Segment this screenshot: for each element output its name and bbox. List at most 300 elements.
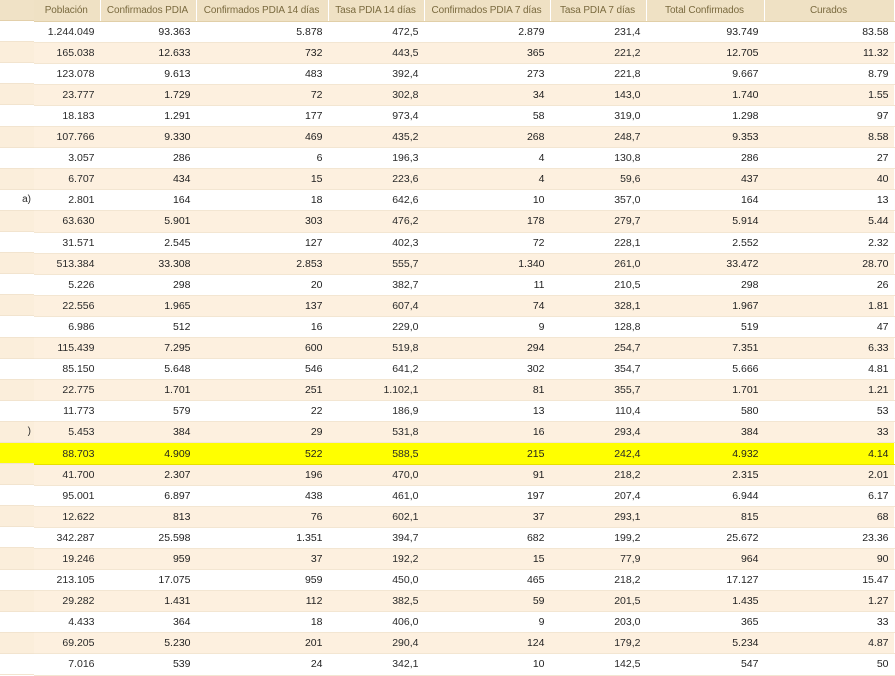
table-cell[interactable]: 4.433 xyxy=(34,612,100,633)
table-cell[interactable]: 539 xyxy=(100,654,196,675)
table-cell[interactable]: 1.21 xyxy=(764,380,894,401)
table-row[interactable] xyxy=(34,232,894,253)
table-cell[interactable]: 25.672 xyxy=(646,527,764,548)
row-label[interactable] xyxy=(0,443,34,464)
column-header-curados[interactable]: Curados xyxy=(764,0,894,21)
table-cell[interactable]: 682 xyxy=(424,527,550,548)
table-cell[interactable]: 201,5 xyxy=(550,591,646,612)
table-cell[interactable]: 319,0 xyxy=(550,105,646,126)
table-cell[interactable]: 813 xyxy=(100,506,196,527)
table-row[interactable] xyxy=(34,253,894,274)
table-cell[interactable]: 1.102,1 xyxy=(328,380,424,401)
table-cell[interactable]: 59 xyxy=(424,591,550,612)
table-cell[interactable]: 469 xyxy=(196,127,328,148)
table-cell[interactable]: 8.58 xyxy=(764,127,894,148)
table-cell[interactable]: 4.14 xyxy=(764,443,894,464)
row-label[interactable] xyxy=(0,211,34,232)
row-label[interactable] xyxy=(0,380,34,401)
table-cell[interactable]: 5.230 xyxy=(100,633,196,654)
table-cell[interactable]: 26 xyxy=(764,274,894,295)
table-cell[interactable]: 279,7 xyxy=(550,211,646,232)
table-cell[interactable]: 286 xyxy=(100,148,196,169)
sheet-scroll-region[interactable] xyxy=(34,0,889,671)
table-cell[interactable]: 127 xyxy=(196,232,328,253)
table-cell[interactable]: 16 xyxy=(424,422,550,443)
table-cell[interactable]: 18.183 xyxy=(34,105,100,126)
table-cell[interactable]: 6.897 xyxy=(100,485,196,506)
table-cell[interactable]: 6 xyxy=(196,148,328,169)
table-cell[interactable]: 354,7 xyxy=(550,359,646,380)
table-cell[interactable]: 519 xyxy=(646,316,764,337)
table-cell[interactable]: 1.27 xyxy=(764,591,894,612)
table-row[interactable] xyxy=(34,422,894,443)
table-cell[interactable]: 6.986 xyxy=(34,316,100,337)
column-header-confirmados-pdia-7-dias[interactable]: Confirmados PDIA 7 días xyxy=(424,0,550,21)
table-cell[interactable]: 1.701 xyxy=(100,380,196,401)
table-cell[interactable]: 293,4 xyxy=(550,422,646,443)
table-cell[interactable]: 11 xyxy=(424,274,550,295)
table-cell[interactable]: 28.70 xyxy=(764,253,894,274)
table-cell[interactable]: 5.453 xyxy=(34,422,100,443)
table-cell[interactable]: 302,8 xyxy=(328,84,424,105)
table-cell[interactable]: 1.729 xyxy=(100,84,196,105)
table-cell[interactable]: 81 xyxy=(424,380,550,401)
row-label[interactable] xyxy=(0,401,34,422)
table-cell[interactable]: 5.648 xyxy=(100,359,196,380)
table-cell[interactable]: 242,4 xyxy=(550,443,646,464)
row-label[interactable]: ) xyxy=(0,422,34,443)
row-label[interactable] xyxy=(0,654,34,675)
table-cell[interactable]: 461,0 xyxy=(328,485,424,506)
table-cell[interactable]: 470,0 xyxy=(328,464,424,485)
table-cell[interactable]: 15.47 xyxy=(764,570,894,591)
table-cell[interactable]: 110,4 xyxy=(550,401,646,422)
table-cell[interactable]: 254,7 xyxy=(550,338,646,359)
table-cell[interactable]: 12.622 xyxy=(34,506,100,527)
table-cell[interactable]: 959 xyxy=(196,570,328,591)
table-cell[interactable]: 450,0 xyxy=(328,570,424,591)
row-label[interactable] xyxy=(0,464,34,485)
table-cell[interactable]: 23.777 xyxy=(34,84,100,105)
table-cell[interactable]: 24 xyxy=(196,654,328,675)
table-row[interactable] xyxy=(34,654,894,675)
table-cell[interactable]: 22.556 xyxy=(34,295,100,316)
table-cell[interactable]: 207,4 xyxy=(550,485,646,506)
table-cell[interactable]: 29 xyxy=(196,422,328,443)
table-cell[interactable]: 7.351 xyxy=(646,338,764,359)
table-cell[interactable]: 77,9 xyxy=(550,548,646,569)
table-cell[interactable]: 210,5 xyxy=(550,274,646,295)
table-cell[interactable]: 1.701 xyxy=(646,380,764,401)
table-cell[interactable]: 2.307 xyxy=(100,464,196,485)
table-cell[interactable]: 115.439 xyxy=(34,338,100,359)
table-cell[interactable]: 4.81 xyxy=(764,359,894,380)
table-cell[interactable]: 435,2 xyxy=(328,127,424,148)
table-cell[interactable]: 215 xyxy=(424,443,550,464)
table-cell[interactable]: 177 xyxy=(196,105,328,126)
table-cell[interactable]: 192,2 xyxy=(328,548,424,569)
table-row[interactable] xyxy=(34,42,894,63)
table-cell[interactable]: 6.33 xyxy=(764,338,894,359)
table-cell[interactable]: 142,5 xyxy=(550,654,646,675)
table-cell[interactable]: 9.613 xyxy=(100,63,196,84)
table-cell[interactable]: 547 xyxy=(646,654,764,675)
table-cell[interactable]: 641,2 xyxy=(328,359,424,380)
table-cell[interactable]: 2.552 xyxy=(646,232,764,253)
table-cell[interactable]: 218,2 xyxy=(550,464,646,485)
table-cell[interactable]: 465 xyxy=(424,570,550,591)
row-label[interactable] xyxy=(0,274,34,295)
table-cell[interactable]: 196 xyxy=(196,464,328,485)
table-cell[interactable]: 128,8 xyxy=(550,316,646,337)
table-cell[interactable]: 472,5 xyxy=(328,21,424,42)
table-cell[interactable]: 90 xyxy=(764,548,894,569)
table-cell[interactable]: 519,8 xyxy=(328,338,424,359)
table-cell[interactable]: 25.598 xyxy=(100,527,196,548)
table-cell[interactable]: 22.775 xyxy=(34,380,100,401)
table-cell[interactable]: 18 xyxy=(196,190,328,211)
table-cell[interactable]: 555,7 xyxy=(328,253,424,274)
table-cell[interactable]: 15 xyxy=(196,169,328,190)
table-row[interactable] xyxy=(34,63,894,84)
table-cell[interactable]: 74 xyxy=(424,295,550,316)
table-cell[interactable]: 7.295 xyxy=(100,338,196,359)
table-cell[interactable]: 5.914 xyxy=(646,211,764,232)
table-cell[interactable]: 33.308 xyxy=(100,253,196,274)
table-cell[interactable]: 483 xyxy=(196,63,328,84)
table-cell[interactable]: 261,0 xyxy=(550,253,646,274)
table-cell[interactable]: 29.282 xyxy=(34,591,100,612)
table-cell[interactable]: 273 xyxy=(424,63,550,84)
row-label[interactable] xyxy=(0,591,34,612)
table-cell[interactable]: 384 xyxy=(646,422,764,443)
table-row[interactable] xyxy=(34,295,894,316)
table-cell[interactable]: 221,8 xyxy=(550,63,646,84)
table-row[interactable] xyxy=(34,190,894,211)
table-cell[interactable]: 5.234 xyxy=(646,633,764,654)
table-cell[interactable]: 294 xyxy=(424,338,550,359)
table-cell[interactable]: 1.740 xyxy=(646,84,764,105)
table-cell[interactable]: 31.571 xyxy=(34,232,100,253)
table-cell[interactable]: 34 xyxy=(424,84,550,105)
table-cell[interactable]: 9 xyxy=(424,316,550,337)
row-label[interactable] xyxy=(0,359,34,380)
table-cell[interactable]: 164 xyxy=(646,190,764,211)
table-cell[interactable]: 20 xyxy=(196,274,328,295)
row-label[interactable] xyxy=(0,612,34,633)
table-cell[interactable]: 251 xyxy=(196,380,328,401)
table-cell[interactable]: 203,0 xyxy=(550,612,646,633)
table-cell[interactable]: 97 xyxy=(764,105,894,126)
table-cell[interactable]: 95.001 xyxy=(34,485,100,506)
table-cell[interactable]: 600 xyxy=(196,338,328,359)
table-cell[interactable]: 197 xyxy=(424,485,550,506)
table-cell[interactable]: 47 xyxy=(764,316,894,337)
table-row[interactable] xyxy=(34,591,894,612)
table-cell[interactable]: 546 xyxy=(196,359,328,380)
table-cell[interactable]: 365 xyxy=(424,42,550,63)
table-cell[interactable]: 303 xyxy=(196,211,328,232)
table-cell[interactable]: 293,1 xyxy=(550,506,646,527)
table-cell[interactable]: 5.901 xyxy=(100,211,196,232)
table-cell[interactable]: 7.016 xyxy=(34,654,100,675)
column-header-total-confirmados[interactable]: Total Confirmados xyxy=(646,0,764,21)
table-row[interactable] xyxy=(34,612,894,633)
table-cell[interactable]: 59,6 xyxy=(550,169,646,190)
table-row[interactable] xyxy=(34,380,894,401)
column-header-tasa-pdia-7-dias[interactable]: Tasa PDIA 7 días xyxy=(550,0,646,21)
table-cell[interactable]: 2.315 xyxy=(646,464,764,485)
column-header-tasa-pdia-14-dias[interactable]: Tasa PDIA 14 días xyxy=(328,0,424,21)
table-cell[interactable]: 973,4 xyxy=(328,105,424,126)
table-cell[interactable]: 406,0 xyxy=(328,612,424,633)
table-cell[interactable]: 1.435 xyxy=(646,591,764,612)
table-cell[interactable]: 286 xyxy=(646,148,764,169)
table-cell[interactable]: 580 xyxy=(646,401,764,422)
row-label[interactable] xyxy=(0,295,34,316)
table-cell[interactable]: 298 xyxy=(646,274,764,295)
row-label[interactable] xyxy=(0,105,34,126)
row-label[interactable] xyxy=(0,338,34,359)
table-row[interactable] xyxy=(34,570,894,591)
table-cell[interactable]: 72 xyxy=(196,84,328,105)
table-cell[interactable]: 85.150 xyxy=(34,359,100,380)
table-cell[interactable]: 2.879 xyxy=(424,21,550,42)
table-cell[interactable]: 328,1 xyxy=(550,295,646,316)
table-cell[interactable]: 364 xyxy=(100,612,196,633)
table-cell[interactable]: 41.700 xyxy=(34,464,100,485)
table-cell[interactable]: 8.79 xyxy=(764,63,894,84)
table-cell[interactable]: 402,3 xyxy=(328,232,424,253)
table-row[interactable] xyxy=(34,21,894,42)
table-cell[interactable]: 37 xyxy=(424,506,550,527)
table-cell[interactable]: 4 xyxy=(424,169,550,190)
table-row[interactable] xyxy=(34,548,894,569)
table-row[interactable] xyxy=(34,127,894,148)
table-row[interactable] xyxy=(34,84,894,105)
row-label[interactable] xyxy=(0,548,34,569)
table-cell[interactable]: 10 xyxy=(424,654,550,675)
table-cell[interactable]: 37 xyxy=(196,548,328,569)
table-cell[interactable]: 179,2 xyxy=(550,633,646,654)
table-row[interactable] xyxy=(34,443,894,464)
table-cell[interactable]: 9.353 xyxy=(646,127,764,148)
table-cell[interactable]: 268 xyxy=(424,127,550,148)
table-cell[interactable]: 437 xyxy=(646,169,764,190)
table-cell[interactable]: 3.057 xyxy=(34,148,100,169)
table-cell[interactable]: 223,6 xyxy=(328,169,424,190)
row-label[interactable] xyxy=(0,485,34,506)
table-cell[interactable]: 68 xyxy=(764,506,894,527)
table-cell[interactable]: 365 xyxy=(646,612,764,633)
table-row[interactable] xyxy=(34,359,894,380)
table-cell[interactable]: 53 xyxy=(764,401,894,422)
table-cell[interactable]: 130,8 xyxy=(550,148,646,169)
table-cell[interactable]: 964 xyxy=(646,548,764,569)
table-cell[interactable]: 1.81 xyxy=(764,295,894,316)
table-cell[interactable]: 1.244.049 xyxy=(34,21,100,42)
table-cell[interactable]: 522 xyxy=(196,443,328,464)
table-cell[interactable]: 9.330 xyxy=(100,127,196,148)
table-cell[interactable]: 63.630 xyxy=(34,211,100,232)
table-row[interactable] xyxy=(34,211,894,232)
table-cell[interactable]: 607,4 xyxy=(328,295,424,316)
table-cell[interactable]: 12.633 xyxy=(100,42,196,63)
table-cell[interactable]: 58 xyxy=(424,105,550,126)
table-cell[interactable]: 27 xyxy=(764,148,894,169)
table-cell[interactable]: 112 xyxy=(196,591,328,612)
table-cell[interactable]: 33.472 xyxy=(646,253,764,274)
table-cell[interactable]: 4 xyxy=(424,148,550,169)
table-cell[interactable]: 2.801 xyxy=(34,190,100,211)
table-cell[interactable]: 5.666 xyxy=(646,359,764,380)
table-cell[interactable]: 40 xyxy=(764,169,894,190)
table-row[interactable] xyxy=(34,401,894,422)
table-cell[interactable]: 178 xyxy=(424,211,550,232)
table-cell[interactable]: 384 xyxy=(100,422,196,443)
table-cell[interactable]: 342.287 xyxy=(34,527,100,548)
table-row[interactable] xyxy=(34,169,894,190)
table-row[interactable] xyxy=(34,527,894,548)
table-cell[interactable]: 5.226 xyxy=(34,274,100,295)
table-cell[interactable]: 22 xyxy=(196,401,328,422)
table-cell[interactable]: 12.705 xyxy=(646,42,764,63)
table-cell[interactable]: 5.44 xyxy=(764,211,894,232)
table-cell[interactable]: 229,0 xyxy=(328,316,424,337)
table-cell[interactable]: 248,7 xyxy=(550,127,646,148)
table-cell[interactable]: 394,7 xyxy=(328,527,424,548)
table-cell[interactable]: 231,4 xyxy=(550,21,646,42)
table-cell[interactable]: 342,1 xyxy=(328,654,424,675)
table-cell[interactable]: 11.32 xyxy=(764,42,894,63)
table-cell[interactable]: 11.773 xyxy=(34,401,100,422)
table-cell[interactable]: 6.944 xyxy=(646,485,764,506)
table-row[interactable] xyxy=(34,485,894,506)
table-cell[interactable]: 17.127 xyxy=(646,570,764,591)
table-cell[interactable]: 186,9 xyxy=(328,401,424,422)
table-cell[interactable]: 33 xyxy=(764,422,894,443)
table-cell[interactable]: 15 xyxy=(424,548,550,569)
table-cell[interactable]: 512 xyxy=(100,316,196,337)
table-cell[interactable]: 107.766 xyxy=(34,127,100,148)
table-row[interactable] xyxy=(34,464,894,485)
table-cell[interactable]: 382,5 xyxy=(328,591,424,612)
table-cell[interactable]: 382,7 xyxy=(328,274,424,295)
table-cell[interactable]: 4.932 xyxy=(646,443,764,464)
table-cell[interactable]: 196,3 xyxy=(328,148,424,169)
table-cell[interactable]: 438 xyxy=(196,485,328,506)
table-cell[interactable]: 18 xyxy=(196,612,328,633)
table-cell[interactable]: 221,2 xyxy=(550,42,646,63)
column-header-confirmados-pdia-14-dias[interactable]: Confirmados PDIA 14 días xyxy=(196,0,328,21)
row-label[interactable] xyxy=(0,84,34,105)
table-cell[interactable]: 588,5 xyxy=(328,443,424,464)
table-cell[interactable]: 143,0 xyxy=(550,84,646,105)
table-cell[interactable]: 302 xyxy=(424,359,550,380)
table-cell[interactable]: 123.078 xyxy=(34,63,100,84)
table-cell[interactable]: 19.246 xyxy=(34,548,100,569)
table-cell[interactable]: 476,2 xyxy=(328,211,424,232)
table-cell[interactable]: 4.87 xyxy=(764,633,894,654)
row-label[interactable] xyxy=(0,127,34,148)
table-cell[interactable]: 513.384 xyxy=(34,253,100,274)
table-cell[interactable]: 732 xyxy=(196,42,328,63)
table-row[interactable] xyxy=(34,506,894,527)
table-cell[interactable]: 93.749 xyxy=(646,21,764,42)
table-cell[interactable]: 164 xyxy=(100,190,196,211)
table-cell[interactable]: 91 xyxy=(424,464,550,485)
table-cell[interactable]: 434 xyxy=(100,169,196,190)
table-cell[interactable]: 1.431 xyxy=(100,591,196,612)
table-cell[interactable]: 72 xyxy=(424,232,550,253)
table-cell[interactable]: 23.36 xyxy=(764,527,894,548)
table-cell[interactable]: 357,0 xyxy=(550,190,646,211)
row-label[interactable] xyxy=(0,148,34,169)
table-cell[interactable]: 443,5 xyxy=(328,42,424,63)
table-cell[interactable]: 1.351 xyxy=(196,527,328,548)
table-cell[interactable]: 50 xyxy=(764,654,894,675)
table-cell[interactable]: 9.667 xyxy=(646,63,764,84)
table-cell[interactable]: 10 xyxy=(424,190,550,211)
table-cell[interactable]: 531,8 xyxy=(328,422,424,443)
table-cell[interactable]: 213.105 xyxy=(34,570,100,591)
row-label[interactable] xyxy=(0,506,34,527)
table-cell[interactable]: 1.965 xyxy=(100,295,196,316)
table-cell[interactable]: 1.967 xyxy=(646,295,764,316)
table-cell[interactable]: 815 xyxy=(646,506,764,527)
row-label[interactable] xyxy=(0,633,34,654)
table-cell[interactable]: 124 xyxy=(424,633,550,654)
table-cell[interactable]: 76 xyxy=(196,506,328,527)
row-label[interactable] xyxy=(0,63,34,84)
row-label[interactable] xyxy=(0,570,34,591)
column-header-poblacion[interactable]: Población xyxy=(34,0,100,21)
table-cell[interactable]: 13 xyxy=(764,190,894,211)
table-cell[interactable]: 642,6 xyxy=(328,190,424,211)
row-label[interactable] xyxy=(0,42,34,63)
table-cell[interactable]: 13 xyxy=(424,401,550,422)
row-label[interactable] xyxy=(0,232,34,253)
row-label[interactable] xyxy=(0,169,34,190)
table-cell[interactable]: 2.32 xyxy=(764,232,894,253)
row-label[interactable] xyxy=(0,21,34,42)
table-cell[interactable]: 579 xyxy=(100,401,196,422)
table-cell[interactable]: 6.707 xyxy=(34,169,100,190)
table-row[interactable] xyxy=(34,338,894,359)
table-cell[interactable]: 290,4 xyxy=(328,633,424,654)
table-cell[interactable]: 17.075 xyxy=(100,570,196,591)
table-cell[interactable]: 1.298 xyxy=(646,105,764,126)
table-row[interactable] xyxy=(34,274,894,295)
table-cell[interactable]: 392,4 xyxy=(328,63,424,84)
table-cell[interactable]: 2.01 xyxy=(764,464,894,485)
table-cell[interactable]: 1.291 xyxy=(100,105,196,126)
column-header-confirmados-pdia[interactable]: Confirmados PDIA xyxy=(100,0,196,21)
table-cell[interactable]: 69.205 xyxy=(34,633,100,654)
table-cell[interactable]: 1.340 xyxy=(424,253,550,274)
row-label[interactable] xyxy=(0,253,34,274)
table-row[interactable] xyxy=(34,105,894,126)
table-cell[interactable]: 355,7 xyxy=(550,380,646,401)
table-cell[interactable]: 298 xyxy=(100,274,196,295)
table-cell[interactable]: 2.545 xyxy=(100,232,196,253)
row-label[interactable]: a) xyxy=(0,190,34,211)
table-cell[interactable]: 1.55 xyxy=(764,84,894,105)
table-cell[interactable]: 16 xyxy=(196,316,328,337)
table-cell[interactable]: 33 xyxy=(764,612,894,633)
table-row[interactable] xyxy=(34,633,894,654)
table-cell[interactable]: 165.038 xyxy=(34,42,100,63)
